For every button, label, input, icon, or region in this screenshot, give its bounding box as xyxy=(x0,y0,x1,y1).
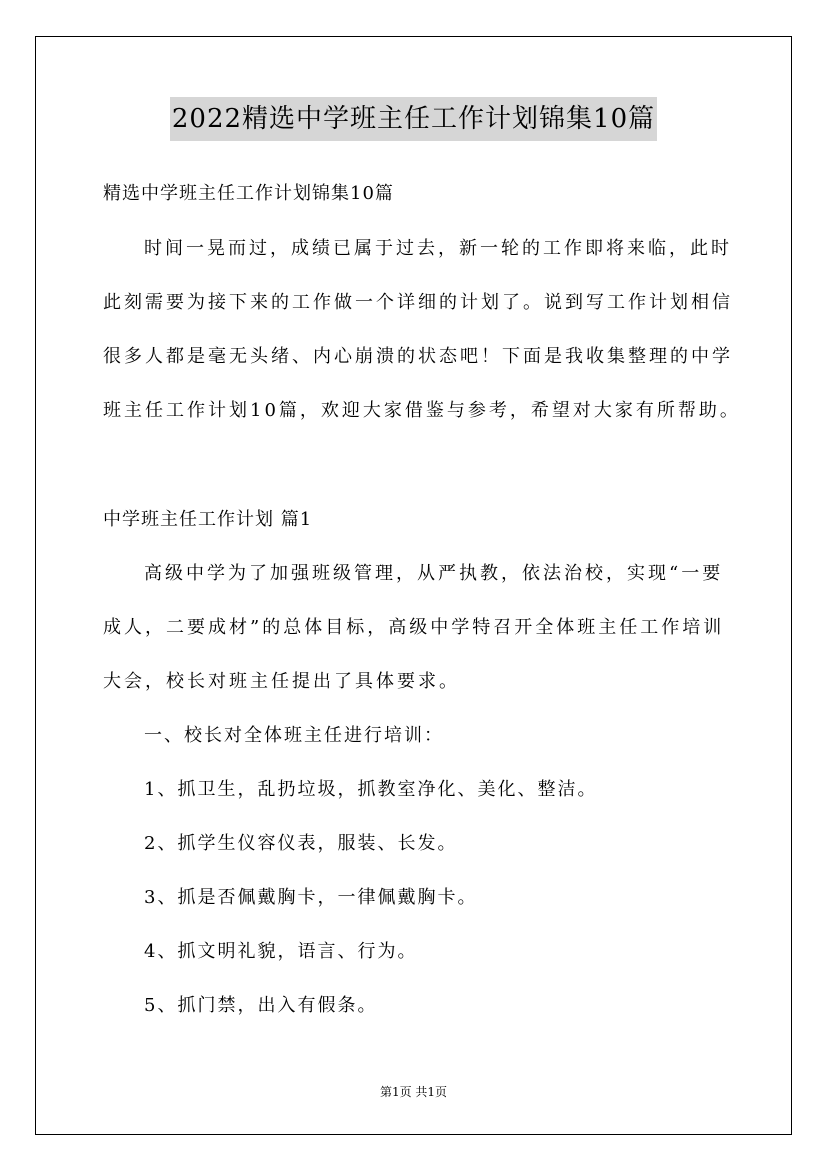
title-container xyxy=(0,97,827,141)
list-heading: 一、校长对全体班主任进行培训： xyxy=(144,725,444,746)
section-heading: 中学班主任工作计划 篇1 xyxy=(103,509,313,530)
intro-line: 时间一晃而过，成绩已属于过去，新一轮的工作即将来临，此时 xyxy=(144,238,732,259)
intro-line: 很多人都是毫无头绪、内心崩溃的状态吧！下面是我收集整理的中学 xyxy=(103,346,733,367)
list-item: 1、抓卫生，乱扔垃圾，抓教室净化、美化、整洁。 xyxy=(144,779,598,800)
section-line: 成人，二要成材”的总体目标，高级中学特召开全体班主任工作培训 xyxy=(103,617,725,638)
list-item: 3、抓是否佩戴胸卡，一律佩戴胸卡。 xyxy=(144,887,478,908)
intro-line: 此刻需要为接下来的工作做一个详细的计划了。说到写工作计划相信 xyxy=(103,292,733,313)
section-line: 高级中学为了加强班级管理，从严执教，依法治校，实现“一要 xyxy=(144,563,724,584)
list-item: 4、抓文明礼貌，语言、行为。 xyxy=(144,941,418,962)
section-line: 大会，校长对班主任提出了具体要求。 xyxy=(103,671,460,692)
page-footer: 第1页 共1页 xyxy=(379,1085,448,1099)
document-title: 2022精选中学班主任工作计划锦集10篇 xyxy=(170,97,657,141)
list-item: 5、抓门禁，出入有假条。 xyxy=(144,995,378,1016)
intro-line: 班主任工作计划10篇，欢迎大家借鉴与参考，希望对大家有所帮助。 xyxy=(103,400,741,421)
list-item: 2、抓学生仪容仪表，服装、长发。 xyxy=(144,833,458,854)
document-subtitle: 精选中学班主任工作计划锦集10篇 xyxy=(103,183,394,204)
